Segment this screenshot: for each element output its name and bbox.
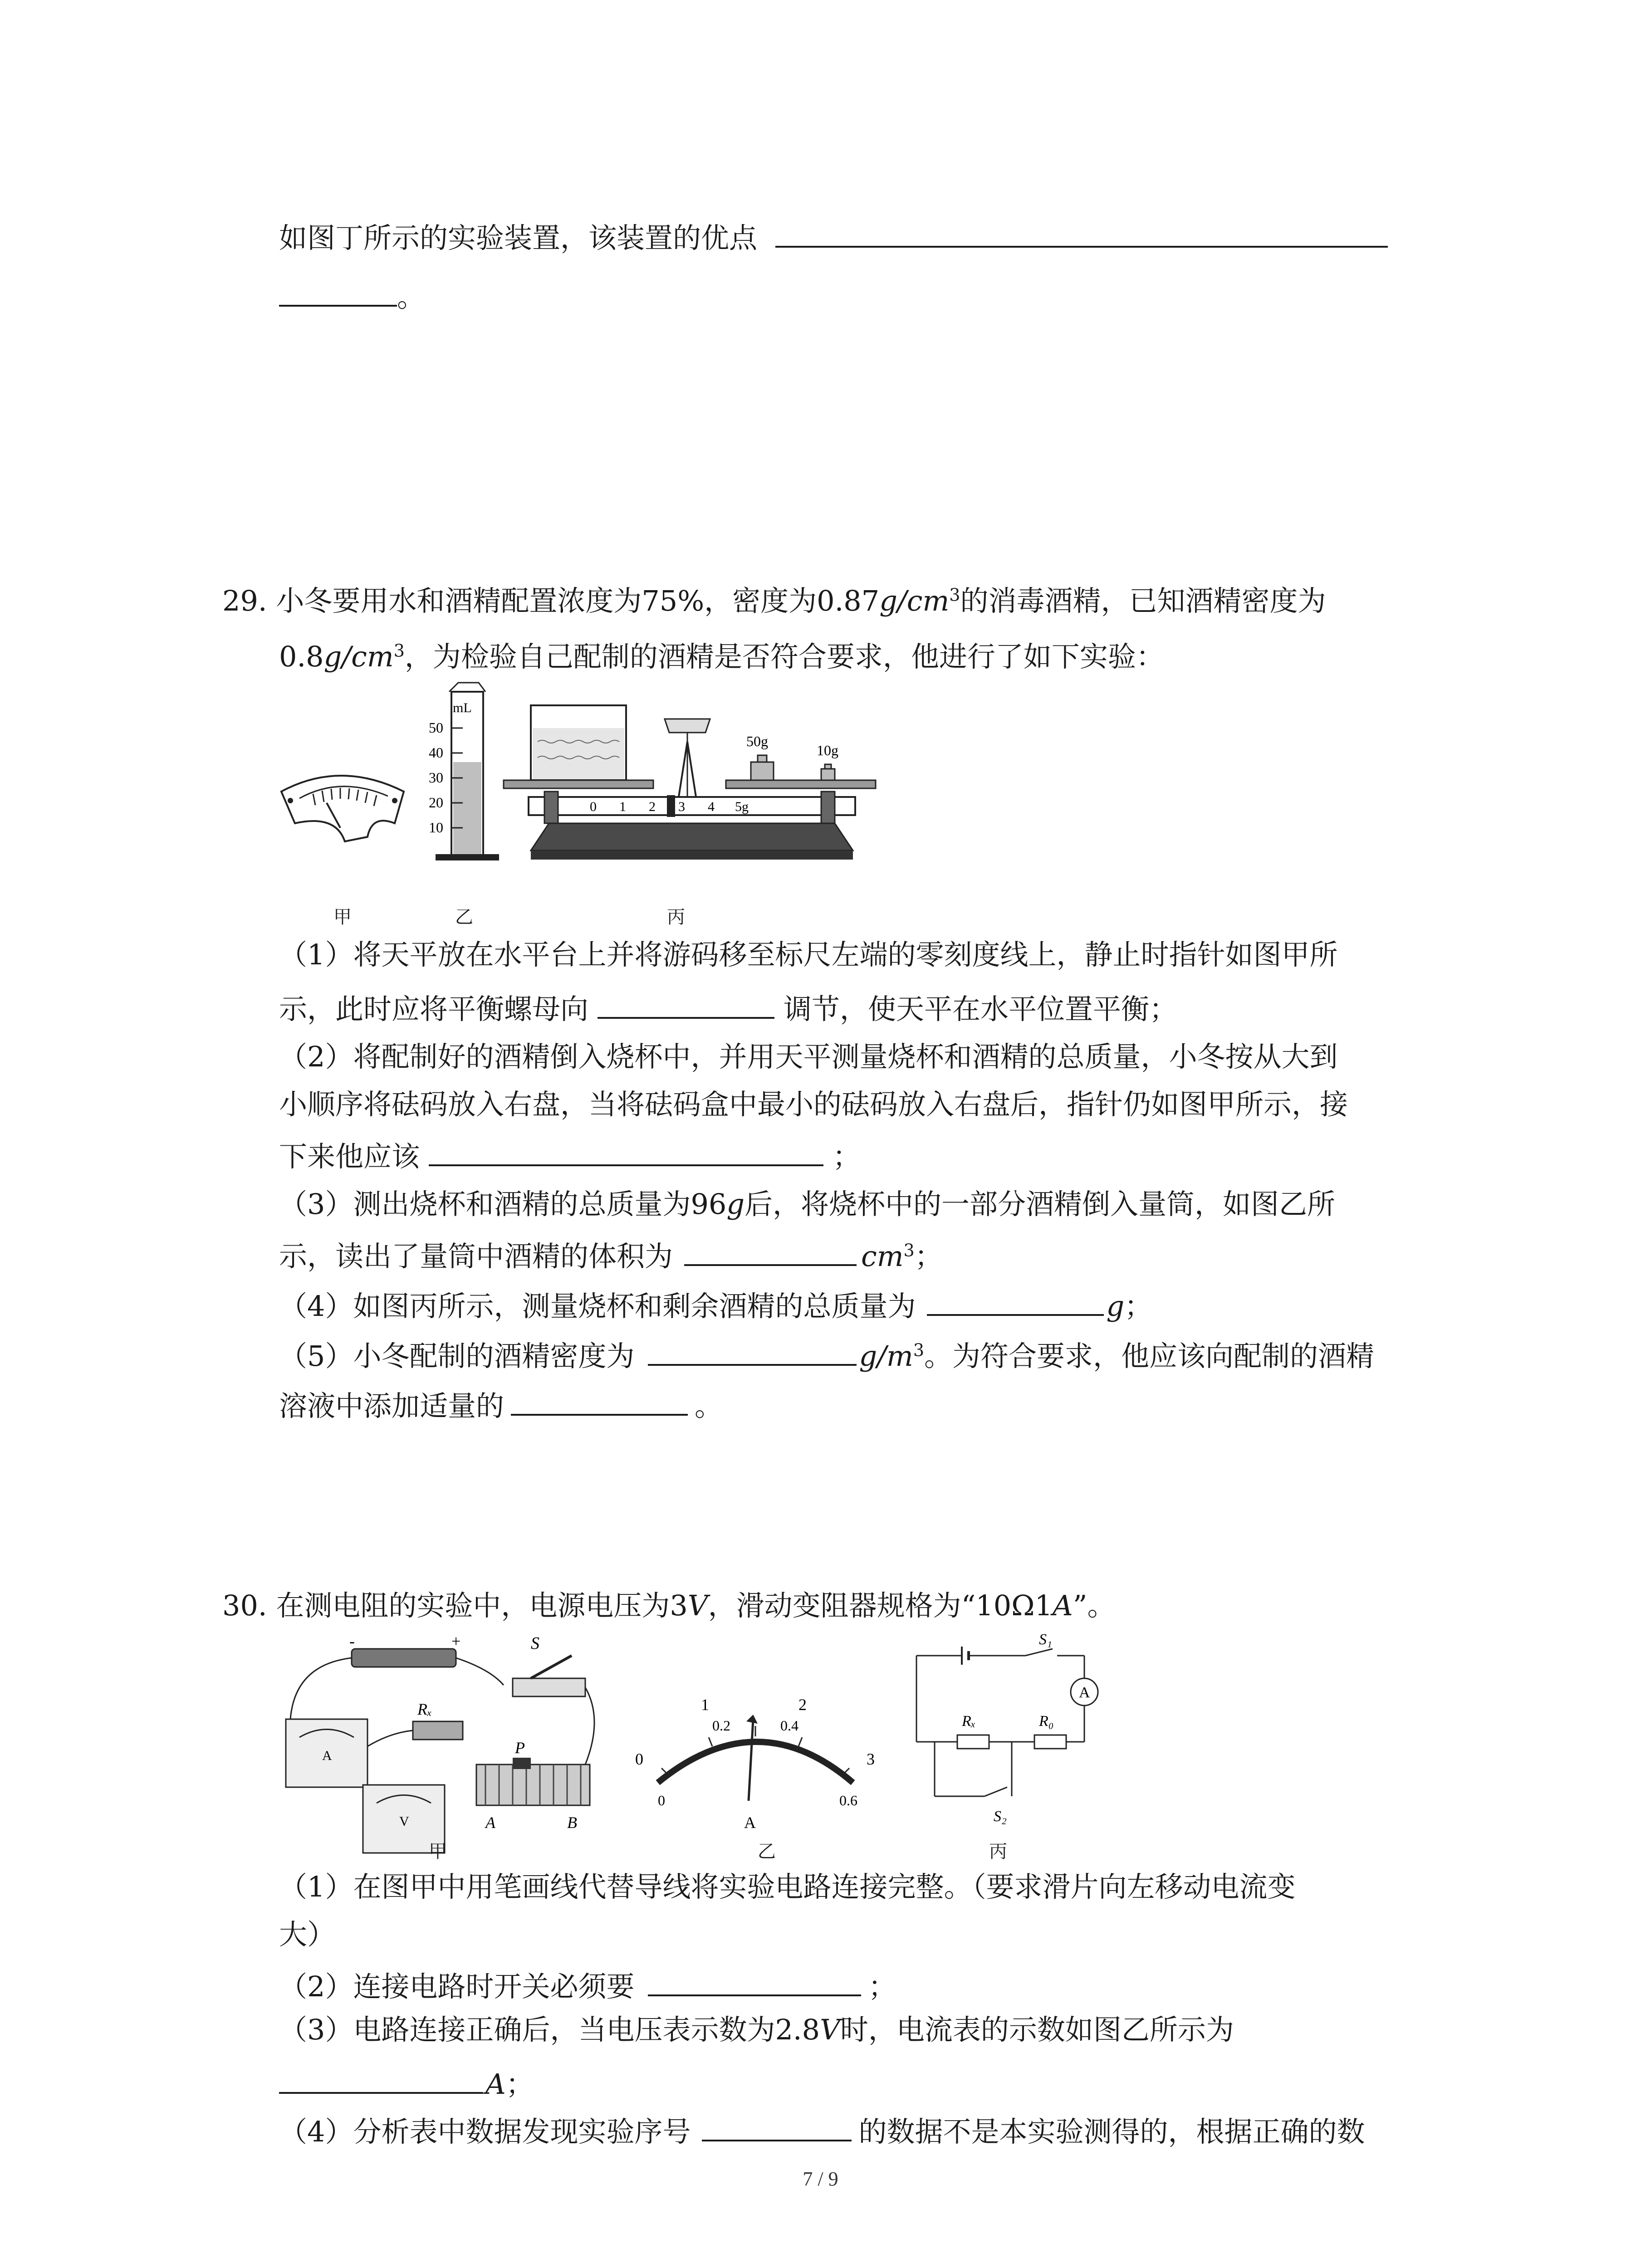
unit: V bbox=[820, 2013, 840, 2046]
superscript: 3 bbox=[913, 1340, 925, 1360]
text: 的数据不是本实验测得的，根据正确的数 bbox=[858, 2115, 1365, 2148]
text: ； bbox=[1124, 1290, 1153, 1323]
ammeter-diagram-label: A bbox=[1079, 1684, 1090, 1701]
answer-blank[interactable] bbox=[648, 1336, 857, 1366]
q29-part1-line2 bbox=[279, 989, 1177, 1027]
circuit-diagram-figure bbox=[916, 1647, 1098, 1796]
q29-part2-line3 bbox=[279, 1136, 861, 1175]
text: ，滑动变阻器规格为“10Ω1 bbox=[708, 1589, 1053, 1622]
text: （4）分析表中数据发现实验序号 bbox=[279, 2115, 691, 2148]
cylinder-unit: mL bbox=[453, 700, 472, 715]
resistor-rx-symbol bbox=[957, 1735, 989, 1749]
svg-text:V: V bbox=[399, 1814, 409, 1829]
ruler-tick: 5g bbox=[735, 799, 749, 814]
question-number: 30. bbox=[222, 1589, 267, 1622]
text: ； bbox=[833, 1140, 861, 1173]
terminal-b-label: B bbox=[567, 1813, 577, 1832]
resistor-r0-symbol bbox=[1034, 1735, 1066, 1749]
unit: g/cm bbox=[879, 584, 950, 617]
cylinder-tick: 50 bbox=[429, 719, 443, 736]
cylinder-tick: 10 bbox=[429, 819, 443, 836]
text: 0.8 bbox=[279, 640, 324, 673]
caption-jia: 甲 bbox=[429, 1841, 447, 1862]
q29-part4 bbox=[279, 1286, 1152, 1325]
text: 如图丁所示的实验装置，该装置的优点 bbox=[279, 221, 758, 254]
r0-label: R₀ bbox=[1039, 1713, 1054, 1730]
unit: g bbox=[726, 1188, 745, 1221]
text: （5）小冬配制的酒精密度为 bbox=[279, 1339, 635, 1373]
text: 时，电流表的示数如图乙所示为 bbox=[840, 2013, 1234, 2046]
slider-p-label: P bbox=[515, 1739, 525, 1757]
page-number: 7 / 9 bbox=[803, 2168, 838, 2190]
text: （3）电路连接正确后，当电压表示数为2.8 bbox=[279, 2013, 820, 2046]
unit: g/m bbox=[859, 1339, 913, 1373]
unit: A bbox=[1053, 1589, 1073, 1622]
answer-blank[interactable] bbox=[684, 1236, 857, 1266]
q29-part3-line1 bbox=[279, 1186, 1335, 1222]
answer-blank[interactable] bbox=[702, 2112, 852, 2141]
s2-label: S₂ bbox=[994, 1808, 1007, 1825]
q29-part5-line2 bbox=[279, 1386, 723, 1424]
caption-bing: 丙 bbox=[989, 1841, 1007, 1862]
text: 示，读出了量筒中酒精的体积为 bbox=[279, 1240, 673, 1273]
switch-label: S bbox=[531, 1634, 539, 1653]
dial-outer-tick: 2 bbox=[798, 1696, 807, 1714]
superscript: 3 bbox=[949, 585, 960, 605]
pointer-scale-figure bbox=[281, 776, 404, 841]
text: 在测电阻的实验中，电源电压为3 bbox=[276, 1589, 688, 1622]
cylinder-tick: 30 bbox=[429, 769, 443, 786]
dial-inner-tick: 0 bbox=[658, 1792, 665, 1809]
dial-unit: A bbox=[744, 1813, 756, 1832]
figure-29 bbox=[277, 678, 880, 887]
text: 后，将烧杯中的一部分酒精倒入量筒，如图乙所 bbox=[745, 1188, 1336, 1221]
text: ； bbox=[868, 1970, 896, 2003]
rx-diagram-label: Rₓ bbox=[962, 1713, 976, 1730]
battery-icon bbox=[352, 1649, 456, 1667]
s1-label: S₁ bbox=[1039, 1631, 1052, 1648]
answer-blank[interactable] bbox=[279, 2064, 483, 2094]
question-30-line1 bbox=[222, 1588, 1116, 1624]
text: （4）如图丙所示，测量烧杯和剩余酒精的总质量为 bbox=[279, 1290, 916, 1323]
unit: A bbox=[485, 2068, 506, 2101]
weight-label-50g: 50g bbox=[746, 733, 768, 749]
text-line bbox=[279, 218, 1388, 256]
ammeter-dial-figure bbox=[635, 1696, 875, 1832]
cylinder-tick: 20 bbox=[429, 794, 443, 811]
text: 。为符合要求，他应该向配制的酒精 bbox=[924, 1339, 1375, 1373]
question-29-line1 bbox=[222, 583, 1326, 619]
q29-part3-line2 bbox=[279, 1236, 943, 1275]
unit: g/cm bbox=[323, 640, 394, 673]
ruler-tick: 4 bbox=[708, 799, 715, 814]
text: ，为检验自己配制的酒精是否符合要求，他进行了如下实验： bbox=[404, 640, 1164, 673]
text: （3）测出烧杯和酒精的总质量为96 bbox=[279, 1188, 727, 1221]
text: 。 bbox=[695, 1389, 723, 1422]
superscript: 3 bbox=[903, 1240, 915, 1261]
dial-outer-tick: 1 bbox=[701, 1696, 709, 1714]
text: 调节，使天平在水平位置平衡； bbox=[784, 992, 1178, 1026]
terminal-a-label: A bbox=[485, 1813, 495, 1832]
superscript: 3 bbox=[393, 640, 405, 661]
svg-text:+: + bbox=[451, 1632, 461, 1650]
text: 下来他应该 bbox=[279, 1140, 420, 1173]
weight-label-10g: 10g bbox=[817, 742, 838, 758]
unit: g bbox=[1106, 1290, 1125, 1323]
text: ； bbox=[914, 1240, 943, 1273]
text: （1）将天平放在水平台上并将游码移至标尺左端的零刻度线上，静止时指针如图甲所 bbox=[279, 938, 1338, 971]
ruler-tick: 1 bbox=[619, 799, 626, 814]
answer-blank[interactable] bbox=[598, 989, 774, 1019]
rx-label: Rₓ bbox=[417, 1700, 432, 1718]
answer-blank[interactable] bbox=[511, 1386, 688, 1416]
dial-outer-tick: 0 bbox=[635, 1750, 643, 1768]
unit: cm bbox=[861, 1240, 904, 1273]
cylinder-tick: 40 bbox=[429, 744, 443, 761]
caption-jia: 甲 bbox=[333, 907, 352, 928]
caption-yi: 乙 bbox=[758, 1841, 776, 1862]
dial-inner-tick: 0.2 bbox=[712, 1717, 730, 1734]
text: ”。 bbox=[1073, 1589, 1116, 1622]
q30-part1-line1 bbox=[279, 1869, 1295, 1905]
text: 溶液中添加适量的 bbox=[279, 1389, 505, 1422]
text: （1）在图甲中用笔画线代替导线将实验电路连接完整。（要求滑片向左移动电流变 bbox=[279, 1870, 1296, 1903]
q30-part3-line2 bbox=[279, 2064, 534, 2102]
resistor-rx-icon bbox=[413, 1721, 463, 1740]
q30-part3-line1 bbox=[279, 2012, 1234, 2048]
switch-s2-symbol bbox=[985, 1787, 1007, 1796]
text: 示，此时应将平衡螺母向 bbox=[279, 992, 589, 1026]
q29-part2-line2 bbox=[279, 1086, 1348, 1123]
rider bbox=[667, 795, 675, 817]
ruler-tick: 3 bbox=[678, 799, 685, 814]
text: ； bbox=[505, 2068, 534, 2101]
text: 。 bbox=[397, 280, 426, 313]
answer-blank[interactable] bbox=[775, 218, 1388, 248]
rheostat-icon bbox=[476, 1765, 590, 1805]
text: （2）连接电路时开关必须要 bbox=[279, 1970, 635, 2003]
answer-blank[interactable] bbox=[429, 1136, 823, 1166]
dial-needle bbox=[749, 1719, 753, 1801]
q30-part2 bbox=[279, 1966, 896, 2005]
ruler-tick: 2 bbox=[649, 799, 656, 814]
text: 小冬要用水和酒精配置浓度为75%，密度为0.87 bbox=[276, 584, 880, 617]
q29-part5-line1 bbox=[279, 1336, 1374, 1374]
text: 大） bbox=[279, 1918, 336, 1951]
dial-inner-tick: 0.4 bbox=[780, 1717, 798, 1734]
text: （2）将配制好的酒精倒入烧杯中，并用天平测量烧杯和酒精的总质量，小冬按从大到 bbox=[279, 1040, 1338, 1073]
question-number: 29. bbox=[222, 584, 267, 617]
caption-yi: 乙 bbox=[455, 907, 473, 928]
q30-part4 bbox=[279, 2112, 1365, 2150]
q29-part1-line1 bbox=[279, 937, 1337, 973]
q29-part2-line1 bbox=[279, 1039, 1337, 1075]
switch-icon bbox=[513, 1678, 585, 1696]
answer-blank[interactable] bbox=[279, 277, 397, 307]
question-29-line2 bbox=[279, 639, 1164, 675]
text-line bbox=[279, 277, 425, 315]
q30-part1-line2 bbox=[279, 1916, 335, 1953]
answer-blank[interactable] bbox=[648, 1966, 861, 1996]
dial-inner-tick: 0.6 bbox=[839, 1792, 857, 1809]
svg-text:A: A bbox=[322, 1748, 332, 1763]
dial-outer-tick: 3 bbox=[867, 1750, 875, 1768]
balance-figure bbox=[504, 705, 876, 860]
text: 小顺序将砝码放入右盘，当将砝码盒中最小的砝码放入右盘后，指针仍如图甲所示，接 bbox=[279, 1088, 1348, 1121]
text: 的消毒酒精，已知酒精密度为 bbox=[960, 584, 1326, 617]
physical-circuit-figure bbox=[286, 1632, 594, 1853]
unit: V bbox=[687, 1589, 708, 1622]
graduated-cylinder-figure bbox=[429, 683, 499, 860]
ruler-tick: 0 bbox=[590, 799, 597, 814]
svg-text:-: - bbox=[349, 1632, 355, 1650]
answer-blank[interactable] bbox=[927, 1286, 1104, 1316]
figure-30 bbox=[277, 1628, 1139, 1864]
caption-bing: 丙 bbox=[667, 907, 685, 928]
